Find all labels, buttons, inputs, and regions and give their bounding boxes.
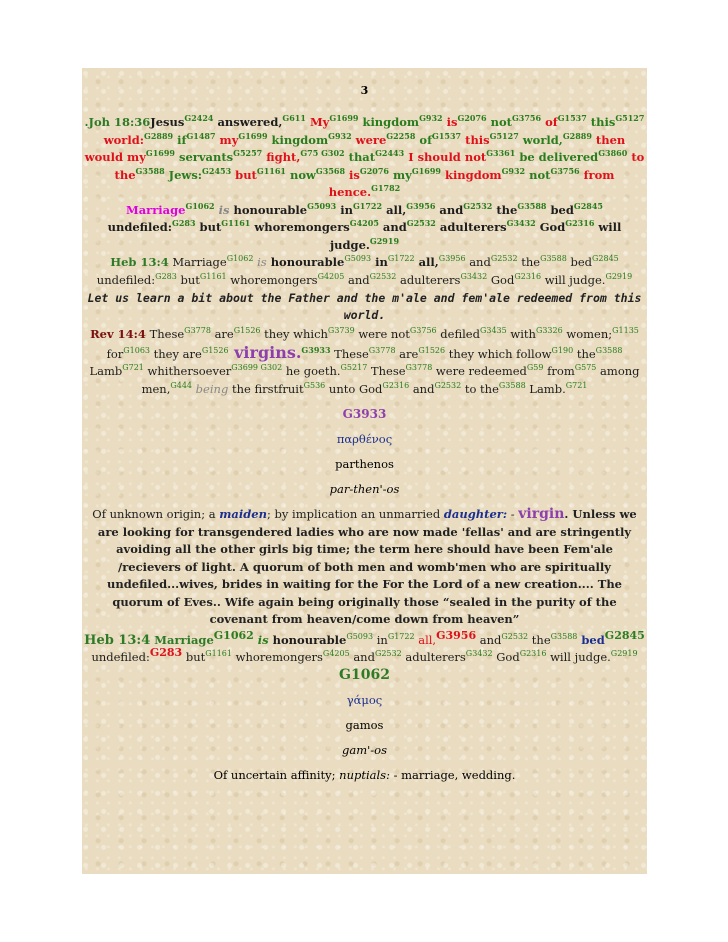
verse-word: if bbox=[173, 132, 187, 147]
strongs-number: G190 bbox=[551, 345, 574, 355]
strongs-number: G3435 bbox=[479, 326, 507, 336]
definition-maiden: maiden bbox=[219, 507, 267, 521]
verse-word: to the bbox=[114, 150, 645, 182]
strongs-number: G3432 bbox=[506, 218, 536, 229]
strongs-number: G2889 bbox=[144, 130, 174, 141]
verse-word: Lamb. bbox=[525, 381, 566, 396]
verse-word: is bbox=[253, 255, 267, 269]
transliteration: parthenos bbox=[335, 457, 394, 471]
strongs-number: G3432 bbox=[460, 271, 488, 281]
strongs-number: G1526 bbox=[418, 345, 446, 355]
strongs-number: G1699 bbox=[411, 165, 441, 176]
strongs-number: G3778 bbox=[405, 363, 433, 373]
verse-word: God bbox=[492, 650, 520, 664]
verse-word: honourable bbox=[266, 255, 345, 269]
strongs-number: G2919 bbox=[610, 649, 638, 659]
verse-word: but bbox=[195, 220, 222, 234]
strongs-entry-g1062 bbox=[82, 667, 647, 684]
verse-word: adulterers bbox=[435, 220, 507, 234]
strongs-number: G3956 bbox=[436, 628, 477, 642]
verse-word: of bbox=[541, 115, 558, 129]
greek-word-line bbox=[82, 431, 647, 448]
verse-word: now bbox=[285, 167, 316, 182]
verse-word: Lamb bbox=[89, 364, 123, 378]
verse-word: this bbox=[586, 115, 616, 129]
strongs-number: G2919 bbox=[369, 235, 400, 246]
verse-word: is bbox=[442, 115, 458, 129]
strongs-number: G283 bbox=[172, 218, 196, 229]
verse-word: will judge. bbox=[329, 220, 622, 252]
strongs-number: G2532 bbox=[374, 649, 402, 659]
verse-word: My bbox=[305, 115, 330, 129]
strongs-entry-g3933 bbox=[82, 406, 647, 423]
verse-reference: Heb 13:4 bbox=[84, 632, 151, 648]
strongs-number: G1487 bbox=[186, 130, 216, 141]
verse-word: and bbox=[476, 632, 502, 647]
strongs-number: G1161 bbox=[221, 218, 251, 229]
pronunciation-line bbox=[82, 742, 647, 759]
verse-word: they which bbox=[260, 327, 328, 341]
verse-word: are bbox=[210, 327, 234, 341]
verse-word: redeemed bbox=[464, 364, 527, 378]
verse-word: all, bbox=[382, 202, 407, 217]
strongs-number: G932 bbox=[501, 165, 526, 176]
verse-word: with bbox=[506, 327, 536, 341]
strongs-number: G3699 G302 bbox=[231, 363, 283, 373]
strongs-number: G1526 bbox=[233, 326, 261, 336]
verse-word: I should not bbox=[404, 150, 487, 164]
verse-word: the bbox=[573, 346, 596, 361]
verse-word: he goeth. bbox=[282, 364, 341, 378]
definition-g1062 bbox=[82, 767, 647, 784]
strongs-code: G3933 bbox=[342, 407, 387, 421]
verse-word: These bbox=[330, 346, 369, 361]
verse-word: the bbox=[492, 202, 518, 217]
verse-word: kingdom bbox=[440, 167, 502, 182]
verse-word: are bbox=[395, 346, 419, 361]
definition-text: Of unknown origin; a bbox=[92, 507, 220, 521]
verse-word: they are bbox=[150, 346, 202, 361]
verse-word: undefiled: bbox=[96, 272, 156, 287]
verse-word: bed bbox=[566, 255, 593, 269]
strongs-number: G75 G302 bbox=[300, 148, 345, 159]
strongs-number: G2889 bbox=[562, 130, 592, 141]
strongs-number: G5217 bbox=[340, 363, 368, 373]
strongs-number: G2453 bbox=[202, 165, 232, 176]
verse-word: that bbox=[344, 150, 376, 164]
strongs-number: G3860 bbox=[598, 148, 628, 159]
document-page bbox=[82, 68, 647, 874]
verse-word: were bbox=[432, 364, 465, 378]
strongs-number: G3588 bbox=[517, 200, 547, 211]
strongs-number: G1537 bbox=[557, 113, 587, 124]
strongs-number: G2532 bbox=[501, 631, 529, 641]
verse-word: whoremongers bbox=[250, 220, 350, 234]
verse-word: and bbox=[344, 272, 370, 287]
strongs-number: G1526 bbox=[201, 345, 229, 355]
strongs-number: G2316 bbox=[565, 218, 595, 229]
strongs-number: G2532 bbox=[406, 218, 436, 229]
strongs-number: G3588 bbox=[595, 345, 623, 355]
strongs-number: G5127 bbox=[489, 130, 519, 141]
verse-word: bed bbox=[546, 202, 574, 217]
transliteration: gamos bbox=[345, 717, 384, 732]
verse-word: from hence. bbox=[328, 167, 615, 199]
strongs-number: G575 bbox=[574, 363, 597, 373]
strongs-number: G3739 bbox=[327, 326, 355, 336]
verse-word: adulterers bbox=[396, 272, 461, 287]
verse-word: for bbox=[106, 346, 124, 361]
strongs-number: G5257 bbox=[233, 148, 263, 159]
verse-word: then would my bbox=[84, 132, 626, 164]
verse-word: defiled bbox=[436, 327, 480, 341]
pronunciation: gam'-os bbox=[342, 742, 387, 757]
verse-word: honourable bbox=[268, 632, 347, 647]
strongs-number: G4205 bbox=[322, 649, 350, 659]
verse-hebrews-13-4-first bbox=[82, 202, 647, 255]
verse-word: These bbox=[367, 364, 406, 378]
verse-word: servants bbox=[175, 150, 234, 164]
strongs-number: G1782 bbox=[371, 183, 401, 194]
strongs-number: G3588 bbox=[498, 380, 526, 390]
verse-word: whoremongers bbox=[231, 650, 323, 664]
verse-word: my bbox=[215, 132, 239, 147]
strongs-number: G3778 bbox=[368, 345, 396, 355]
strongs-number: G5093 bbox=[344, 254, 372, 264]
strongs-number: G4205 bbox=[349, 218, 379, 229]
verse-word: Marriage bbox=[126, 202, 186, 217]
verse-word: fight, bbox=[262, 150, 301, 164]
strongs-number: G4205 bbox=[317, 271, 345, 281]
verse-word: my bbox=[389, 167, 412, 182]
verse-word: in bbox=[373, 632, 388, 647]
verse-word: be delivered bbox=[515, 150, 599, 164]
verse-word: but bbox=[176, 272, 200, 287]
strongs-number: G2316 bbox=[519, 649, 547, 659]
strongs-number: G1063 bbox=[123, 345, 150, 355]
strongs-number: G3568 bbox=[315, 165, 346, 176]
strongs-number: G3588 bbox=[540, 254, 567, 264]
strongs-number: G536 bbox=[303, 380, 326, 390]
definition-quote: “sealed in the purity of the covenant from heaven/come down from heaven” bbox=[209, 594, 617, 626]
strongs-number: G3756 bbox=[550, 165, 580, 176]
definition-text: - bbox=[507, 507, 519, 521]
verse-word: bed bbox=[577, 632, 605, 647]
strongs-number: G2532 bbox=[369, 271, 397, 281]
verse-word: undefiled: bbox=[91, 650, 150, 664]
strongs-number: G2919 bbox=[605, 271, 633, 281]
greek-word-line bbox=[82, 692, 647, 709]
strongs-number: G2076 bbox=[359, 165, 389, 176]
verse-word: undefiled: bbox=[107, 220, 173, 234]
verse-word: is bbox=[345, 167, 360, 182]
verse-word: answered, bbox=[213, 115, 283, 129]
verse-word: kingdom bbox=[358, 115, 420, 129]
strongs-number: G3326 bbox=[535, 326, 563, 336]
verse-word: all, bbox=[414, 255, 439, 269]
definition-daughter: daughter: bbox=[443, 507, 508, 521]
verse-word: and bbox=[435, 202, 464, 217]
strongs-number: G2258 bbox=[386, 130, 416, 141]
strongs-number: G5127 bbox=[615, 113, 645, 124]
verse-word: of bbox=[415, 132, 433, 147]
verse-word: is bbox=[253, 632, 269, 647]
strongs-number: G1161 bbox=[199, 271, 227, 281]
strongs-number: G2845 bbox=[604, 628, 645, 642]
strongs-number: G1722 bbox=[387, 254, 415, 264]
verse-word: not bbox=[486, 115, 512, 129]
strongs-number: G3956 bbox=[438, 254, 466, 264]
strongs-number: G2845 bbox=[573, 200, 603, 211]
verse-word: not bbox=[525, 167, 551, 182]
strongs-number: G2532 bbox=[463, 200, 493, 211]
verse-word: whithersoever bbox=[143, 364, 232, 378]
verse-word: honourable bbox=[229, 202, 308, 217]
verse-word: but bbox=[182, 650, 206, 664]
verse-john-18-36 bbox=[82, 114, 647, 202]
verse-word: Marriage bbox=[150, 632, 214, 647]
strongs-code: G1062 bbox=[339, 666, 390, 683]
strongs-number: G3756 bbox=[409, 326, 437, 336]
verse-word: world: bbox=[103, 132, 144, 147]
strongs-number: G1062 bbox=[213, 628, 254, 642]
verse-word: Jesus bbox=[150, 115, 185, 129]
strongs-number: G3588 bbox=[550, 631, 578, 641]
strongs-number: G1135 bbox=[612, 326, 639, 336]
verse-word: all, bbox=[414, 632, 437, 647]
strongs-number: G3956 bbox=[406, 200, 436, 211]
strongs-number: G1699 bbox=[329, 113, 359, 124]
greek-word: γάμος bbox=[346, 692, 383, 707]
transliteration-line bbox=[82, 456, 647, 473]
verse-word: but bbox=[231, 167, 257, 182]
verse-word: the bbox=[528, 632, 551, 647]
definition-text: ; by implication an unmarried bbox=[266, 507, 444, 521]
verse-word: were bbox=[351, 132, 387, 147]
strongs-number: G444 bbox=[170, 380, 193, 390]
strongs-number: G3361 bbox=[486, 148, 516, 159]
verse-reference: Heb 13:4 bbox=[110, 255, 169, 269]
strongs-number: G3933 bbox=[301, 344, 331, 355]
verse-word: from bbox=[543, 364, 575, 378]
strongs-number: G1722 bbox=[387, 631, 415, 641]
strongs-number: G5093 bbox=[346, 631, 374, 641]
strongs-number: G2316 bbox=[514, 271, 542, 281]
verse-word: unto God bbox=[325, 381, 383, 396]
verse-word: this bbox=[461, 132, 490, 147]
verse-word: were not bbox=[354, 327, 410, 341]
strongs-number: G932 bbox=[328, 130, 352, 141]
verse-word: will judge. bbox=[546, 650, 611, 664]
strongs-number: G2076 bbox=[457, 113, 487, 124]
definition-nuptials: nuptials: bbox=[339, 767, 390, 782]
verse-word: and bbox=[349, 650, 375, 664]
verse-revelation-14-4 bbox=[82, 326, 647, 398]
strongs-number: G3588 bbox=[135, 165, 165, 176]
strongs-number: G2845 bbox=[592, 254, 619, 264]
definition-g3933 bbox=[82, 506, 647, 629]
definition-text: - marriage, wedding. bbox=[389, 767, 516, 782]
verse-word: the bbox=[517, 255, 541, 269]
verse-word: among men, bbox=[141, 364, 640, 396]
verse-word: the bbox=[476, 381, 499, 396]
strongs-number: G2316 bbox=[382, 380, 410, 390]
strongs-number: G283 bbox=[149, 646, 183, 660]
strongs-number: G721 bbox=[565, 380, 588, 390]
verse-word: and bbox=[378, 220, 407, 234]
verse-word: whoremongers bbox=[226, 272, 318, 287]
strongs-number: G1537 bbox=[432, 130, 462, 141]
pronunciation: par-then'-os bbox=[329, 482, 400, 496]
definition-text: Of uncertain affinity; bbox=[213, 767, 340, 782]
verse-word: world, bbox=[518, 132, 563, 147]
verse-hebrews-13-4-third bbox=[82, 628, 647, 667]
definition-virgin: virgin bbox=[518, 506, 565, 522]
strongs-number: G1161 bbox=[205, 649, 232, 659]
verse-word: follow bbox=[512, 346, 552, 361]
verse-word: to bbox=[461, 381, 477, 396]
section-heading: Let us learn a bit about the Father and the m'ale and fem'ale redeemed from this world. bbox=[87, 291, 642, 322]
verse-word: in bbox=[336, 202, 353, 217]
definition-commentary: . Unless we are looking for transgendered ladies who are now made 'fellas' and are stringently avoiding all the other girls big time; the term here should have been Fem'ale /recievers of light. A quorum of both men and womb'men who are spiritually undefiled...wives, brides in waiting for the For the Lord of a new creation.... The quorum of Eves.. Wife again being originally those bbox=[97, 507, 637, 609]
verse-word: adulterers bbox=[401, 650, 466, 664]
strongs-number: G1062 bbox=[185, 200, 215, 211]
strongs-number: G2443 bbox=[375, 148, 405, 159]
verse-word: God bbox=[535, 220, 566, 234]
verse-word: kingdom bbox=[267, 132, 329, 147]
strongs-number: G1699 bbox=[145, 148, 175, 159]
strongs-number: G3756 bbox=[511, 113, 542, 124]
verse-word: God bbox=[487, 272, 515, 287]
verse-word: virgins. bbox=[228, 342, 302, 362]
verse-word: they which bbox=[445, 346, 513, 361]
strongs-number: G1699 bbox=[238, 130, 268, 141]
pronunciation-line bbox=[82, 481, 647, 498]
verse-word: women; bbox=[562, 327, 613, 341]
strongs-number: G3432 bbox=[465, 649, 493, 659]
strongs-number: G1062 bbox=[226, 254, 254, 264]
strongs-number: G2532 bbox=[490, 254, 518, 264]
verse-word: Jews: bbox=[164, 167, 203, 182]
verse-reference: .Joh 18:36 bbox=[84, 115, 151, 129]
transliteration-line bbox=[82, 717, 647, 734]
verse-word: will judge. bbox=[541, 272, 606, 287]
verse-word: and bbox=[409, 381, 435, 396]
strongs-number: G721 bbox=[122, 363, 144, 373]
strongs-number: G283 bbox=[155, 271, 177, 281]
verse-word: Marriage bbox=[168, 255, 227, 269]
verse-word: in bbox=[371, 255, 388, 269]
verse-hebrews-13-4-second bbox=[82, 254, 647, 289]
verse-reference: Rev 14:4 bbox=[90, 327, 146, 341]
strongs-number: G59 bbox=[526, 363, 544, 373]
strongs-number: G2532 bbox=[434, 380, 462, 390]
strongs-number: G1722 bbox=[352, 200, 383, 211]
strongs-number: G611 bbox=[282, 113, 306, 124]
strongs-number: G1161 bbox=[256, 165, 286, 176]
strongs-number: G2424 bbox=[184, 113, 214, 124]
strongs-number: G3778 bbox=[184, 326, 211, 336]
verse-word: and bbox=[465, 255, 491, 269]
page-number: 3 bbox=[360, 84, 369, 97]
verse-word: is bbox=[214, 202, 230, 217]
strongs-number: G5093 bbox=[307, 200, 337, 211]
greek-word: παρθένος bbox=[336, 432, 393, 446]
verse-word: These bbox=[145, 327, 185, 341]
strongs-number: G932 bbox=[419, 113, 443, 124]
verse-word: the firstfruit bbox=[228, 381, 304, 396]
verse-word: being bbox=[192, 381, 229, 396]
